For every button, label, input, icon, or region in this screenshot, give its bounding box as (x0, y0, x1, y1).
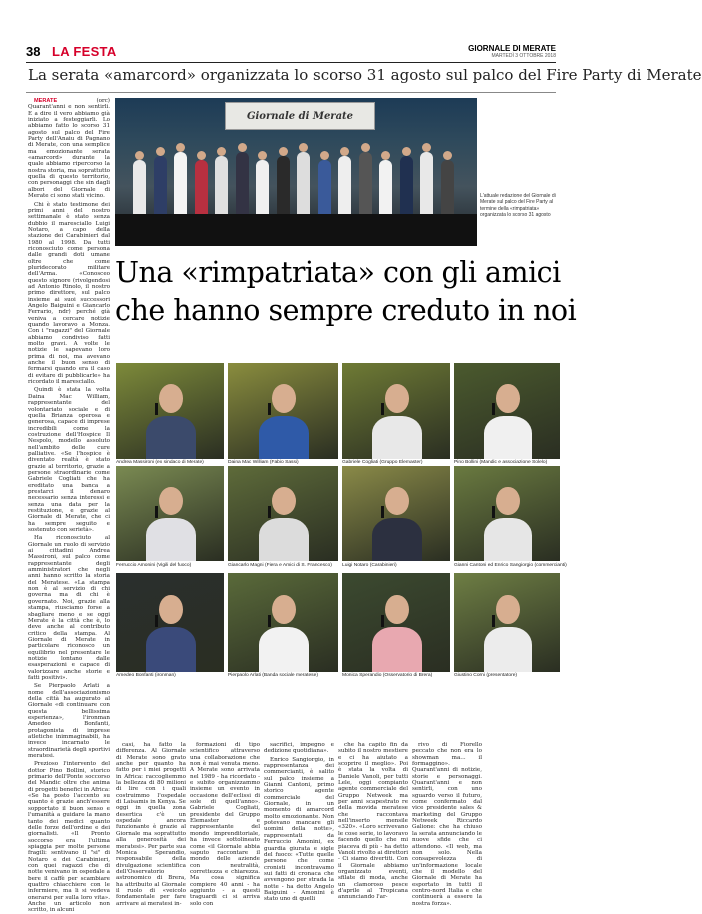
stage-floor (115, 214, 477, 246)
person-figure (133, 160, 146, 216)
speaker-photo (116, 363, 224, 459)
photo-caption: Daina Mac William (Fabio Sassi) (228, 460, 299, 465)
person-figure (420, 152, 433, 216)
speaker-photo (454, 573, 560, 672)
microphone-icon (381, 506, 384, 518)
speaker-photo (228, 573, 338, 672)
speaker-photo (116, 466, 224, 561)
microphone-icon (492, 506, 495, 518)
person-figure (174, 152, 187, 216)
column-1-paragraph-4: Ha riconosciuto al Giornale un ruolo di servizio ai cittadini Andrea Massironi, sul palco come rappresentante degli amministratori che negli anni hanno scritto la storia del Meratese. «La stampa non è al servizio di chi governa ma di chi è governato. Noi, grazie alla stampa, riusciamo forse a sbagliare meno e se oggi Merate è la città che è, lo deve anche al contributo critico della stampa. Al Giornale di Merate in particolare riconosco un equilibrio nel presentare le notizie lontano dalle esasperazioni e capace di valorizzare anche storie e fatti positivi». (28, 535, 110, 681)
photo-caption: Ferruccio Amonini (Vigili del fuoco) (116, 563, 192, 568)
section-title: LA FESTA (52, 44, 117, 59)
column-1-paragraph-6: Prezioso l'intervento del dottor Pino Bollini, storico primario dell'Ponte soccorso del Mandic oltre che anima di progetti benefici in Africa: «Se ha posto l'accento su quanto è grazie anch'essere sopportato il buon senso e l'umanità a guidare la mano tanto dei medici quanto delle forze dell'ordine e dei giornalisti. «Il Pronto soccorso era l'ultima spiaggia per molte persone fragili: sentivano il "si" di Notaro e dei Carabinieri, con quei ragazzi che di notte venivano in ospedale a bere il caffè per scambiare quattro chiacchiere con le infermiere, ma li si vedeva onerarsi per sulla loro vita». Anche un articolo non scritto, in alcuni (28, 761, 110, 914)
photo-caption: Pierpaolo Arlati (Banda sociale meratese) (228, 673, 318, 678)
column-4-paragraph-2: Enrico Sangiorgio, in rappresentanza dei commercianti, è salito sul palco insieme a Gianni Cantoni, primo storico agente commerciale del Giornale, in un momento di amarcord molto emozionante. Non potevano mancare gli uomini della notte», rappresentati da Ferruccio Amonini, ex guardia giurata e sigle del fuoco: «Tutte quelle persone che come cronisti incontravamo sui fatti di cronaca che avvengono per strada la notte - ha detto Angelo Baiguini - Amonini è stato uno di quelli (264, 756, 334, 903)
speaker-photo (342, 466, 450, 561)
column-6-paragraph-1: rivo di Fiorello peccato che non era lo showman ma... il formaggino». Quarant'anni di notizie, storie e personaggi. Quarant'anni e non sentirli, con uno sguardo verso il futuro, come confermato dal vice presidente sales & marketing del Gruppo Netweek Riccardo Galione: che ha chiuso la serata annunciando le nuove sfide che ci attendono. «Il web, ma non solo. Nella consapevolezza di un'informazione locale che il modello del Giornale di Merate ha esportato in tutti il centro-nord Italia e che continuerà a essere la nostra forza». (412, 742, 482, 907)
photo-caption: Gianni Cantoni ed Enrico Sangiorgio (commercianti) (454, 563, 567, 568)
headline-line-1: Una «rimpatriata» con gli amici (115, 256, 561, 289)
column-1-paragraph-2: Chi è stato testimone dei primi anni del nostro settimanale è stato senza dubbio il maresciallo Luigi Notaro, a capo della stazione dei Carabinieri dal 1980 al 1998. Da tutti riconosciuto come persona dalle grandi doti umane oltre che come pluridecorato militare dell'Arma. «Conosceo questo signore (rivolgendosi ad Antonio Rinolo, il nostro primo direttore, sul palco insieme ai suoi successori Angelo Baiguini e Giancarlo Ferrario, ndr) perché già veniva a cercare notizie quando lavoravo a Monza. Con i "ragazzi" del Giornale abbiamo condiviso fatti molto gravi. A volte le notizie le sapevano loro prima di noi, ma avevano anche il buon senso di fermarsi quando era il caso di evitare di pubblicarle» ha ricordato il maresciallo. (28, 201, 110, 386)
photo-caption: Andrea Massironi (ex sindaco di Merate) (116, 460, 204, 465)
column-2-paragraph-1: casi, ha fatto la differenza. Al Giornale di Merate sono grato anche per quanto ha fatto per i miei progetti in Africa: raccogliemmo la bellezza di 80 milioni di lire con i quali costruimmo l'ospedale di Laisamis in Kenya. Se oggi in quella zona desertica c'è un ospedale ancora funzionante è grazie al Giornale ma soprattutto alla generosità dei meratesi». Per parte sua Monica Sperandio, responsabile della divulgazione scientifica dell'Osservatorio astronomico di Brera, ha attribuito al Giornale il ruolo di «veicolo fondamentale per fare arrivare ai meratesi in- (116, 742, 186, 907)
speaker-photo (454, 363, 560, 459)
microphone-icon (492, 403, 495, 415)
microphone-icon (155, 506, 158, 518)
article-column-6a (412, 742, 482, 907)
photo-caption: Monica Sperandio (Osservatorio di Brera) (342, 673, 433, 678)
microphone-icon (155, 403, 158, 415)
microphone-icon (381, 615, 384, 627)
person-figure (379, 160, 392, 216)
speaker-head (496, 384, 519, 413)
speaker-figure (259, 416, 310, 459)
article-column-5 (338, 742, 408, 901)
article-subhead: La serata «amarcord» organizzata lo scorso 31 agosto sul palco del Fire Party di Merate (28, 66, 702, 84)
dateline: MERATE (34, 98, 58, 104)
main-group-photo (115, 98, 477, 246)
person-figure (318, 160, 331, 216)
speaker-figure (146, 518, 196, 561)
photo-caption: Giustino Corni (presentatore) (454, 673, 518, 678)
person-figure (256, 160, 269, 216)
stage-banner-text: Giornale di Merate (246, 111, 354, 122)
speaker-head (159, 384, 183, 413)
speaker-figure (484, 518, 533, 561)
column-1-paragraph-1: MERATE (orc) Quarant'anni e non sentirli. E a dire il vero abbiamo già iniziato a festeggiarli. Lo abbiamo fatto lo scorso 31 agosto sul palco del Fire Party dell'Anaiu di Pagnano di Merate, con una semplice ma emozionante serata «amarcord» durante la quale abbiamo ripercorso la nostra storia, ma soprattutto quella di questo territorio, con personaggi che sin dagli albori del Giornale di Merate ci sono stati vicino. (28, 98, 110, 200)
speaker-figure (372, 627, 422, 672)
speaker-figure (146, 627, 196, 672)
microphone-icon (492, 615, 495, 627)
speaker-head (385, 487, 409, 516)
photo-caption: Luigi Notaro (Carabinieri) (342, 563, 397, 568)
microphone-icon (268, 615, 271, 627)
microphone-icon (268, 506, 271, 518)
subhead-rule (26, 92, 556, 93)
person-figure (297, 152, 310, 216)
column-3-paragraph-1: formazioni di tipo scientifico attraverso una collaborazione che non è mai venuta meno. A Merate sono arrivata nel 1989 - ha ricordato - e subito organizzammo insieme un evento in occasione dell'eclissi di sole di quell'anno». Gabriele Cogliati, presidente del Gruppo Elemaster e rappresentante del mondo imprenditoriale, ha invece sottolineato come «il Giornale abbia saputo raccontare il mondo delle aziende con neutralità, correttezza e chiarezza. Ma cosa significa compiere 40 anni - ha aggiunto - a questi traguardi ci si arriva solo con (190, 742, 260, 907)
photo-caption: Pino Bollini (Mandic e associazione Solelo) (454, 460, 548, 465)
person-figure (359, 152, 372, 216)
speaker-head (496, 595, 519, 625)
person-figure (277, 156, 290, 216)
person-figure (154, 156, 167, 216)
photo-caption: Giancarlo Magni (Fiera e Amici di S. Francesco) (228, 563, 332, 568)
article-column-1 (28, 98, 110, 914)
publication-name: GIORNALE DI MERATE (468, 44, 556, 53)
microphone-icon (155, 615, 158, 627)
microphone-icon (381, 403, 384, 415)
main-photo-caption: L'attuale redazione del Giornale di Merate sul palco del Fire Party al termine della «rimpatriata» organizzata lo scorso 31 agosto (480, 193, 556, 219)
speaker-head (385, 384, 409, 413)
stage-banner (225, 102, 375, 130)
speaker-head (496, 487, 519, 516)
speaker-figure (259, 627, 310, 672)
article-column-4 (264, 742, 334, 903)
person-figure (441, 160, 454, 216)
article-column-2 (116, 742, 186, 907)
person-figure (338, 156, 351, 216)
speaker-figure (484, 416, 533, 459)
column-4-paragraph-1: sacrifici, impegno e dedizione quotidiana». (264, 742, 334, 755)
photo-caption: Gabriele Cogliati (Gruppo Elemaster) (342, 460, 423, 465)
header-rule (26, 62, 556, 63)
speaker-figure (484, 627, 533, 672)
publication-date: MARTEDÌ 3 OTTOBRE 2018 (491, 53, 556, 59)
person-figure (400, 156, 413, 216)
speaker-head (159, 487, 183, 516)
photo-caption: Amedeo Bonfanti (ironman) (116, 673, 176, 678)
microphone-icon (268, 403, 271, 415)
speaker-head (272, 384, 296, 413)
speaker-head (385, 595, 409, 625)
person-figure (236, 152, 249, 216)
article-headline (115, 254, 577, 330)
person-figure (215, 156, 228, 216)
speaker-photo (228, 363, 338, 459)
speaker-photo (342, 573, 450, 672)
speaker-photo (454, 466, 560, 561)
speaker-photo (116, 573, 224, 672)
person-figure (195, 160, 208, 216)
speaker-figure (372, 416, 422, 459)
speaker-head (159, 595, 183, 625)
column-5-paragraph-1: che ha capito fin da subito il nostro mestiere e ci ha aiutato a scoprire il meglio». Poi è stata la volta di Daniele Vanoli, per tutti Lele, oggi compianto agente commerciale del Gruppo Netweek ma per anni scapestrato re della movida meratese che raccontava nell'inserto mensile «320». «Loro scrivevano le cose serie, io lavoravo facendo quello che mi piaceva di più - ha detto Vanoli rivolto ai direttori - Ci siamo divertiti. Con il Giornale abbiamo organizzato eventi, sfilate di moda, anche un clamoroso pesce d'aprile al Tropicana annunciando l'ar- (338, 742, 408, 901)
column-1-paragraph-5: Se Pierpaolo Arlati a nome dell'associazionismo della città ha augurato al Giornale «di continuare con questa bellissima esperienza», l'ironman Amedeo Bonfanti, protagonista di imprese atletiche inimmaginabili, ha invece incarnato le straordinarietà degli sportivi meratesi. (28, 683, 110, 760)
speaker-figure (259, 518, 310, 561)
article-column-3 (190, 742, 260, 907)
headline-line-2: che hanno sempre creduto in noi (115, 294, 577, 327)
column-1-paragraph-3: Quindi è stata la volta Daina Mac William, rappresentante del volontariato sociale e di quella Brianza operosa e generosa, capace di imprese incredibili come la costruzione dell'Hospice Il Nespolo, modello assoluto nell'ambito delle cure palliative. «Se l'hospice è diventato realtà è stato grazie al territorio, grazie a persone straordinarie come Gabriele Cogliati che ha ereditato una banca a prestarci il denaro necessario senza interessi e senza una data per la restituzione, e grazie al Giornale di Merate, che ci ha sempre seguito e sostenuto con serietà». (28, 387, 110, 534)
speaker-figure (372, 518, 422, 561)
speaker-figure (146, 416, 196, 459)
speaker-photo (228, 466, 338, 561)
speaker-photo (342, 363, 450, 459)
page-header (26, 44, 556, 61)
page-number: 38 (26, 44, 41, 59)
